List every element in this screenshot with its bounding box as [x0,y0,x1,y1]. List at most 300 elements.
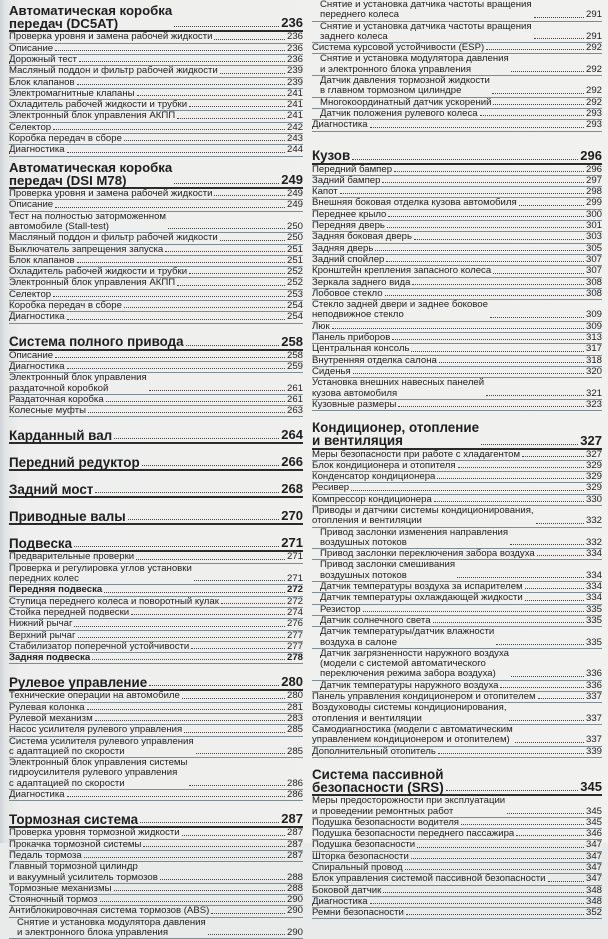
entry-text: Блок клапанов [9,76,75,88]
leader-dots [74,546,279,547]
entry-text: Масляный поддон и фильтр рабочей жидкости [9,65,218,77]
entry-text-line: Электронный блок управления [9,372,147,384]
entry-page-number: 318 [585,354,602,366]
section-heading [9,161,303,189]
leader-dots [189,106,285,107]
leader-dots [516,835,584,836]
entry-text: Передняя подвеска [9,584,103,596]
leader-dots [405,869,584,870]
leader-dots [370,127,584,128]
entry-text: Задняя дверь [312,242,374,254]
entry-text-line: Датчик давления тормозной жидкости [320,75,490,87]
leader-dots [55,207,285,208]
section-heading [9,535,303,552]
toc-entry [312,796,602,818]
entry-page-number: 272 [286,584,303,596]
leader-dots [548,881,584,882]
section-heading [9,4,303,32]
toc-entry [312,120,602,131]
entry-text-line: автомобиле (Stall-test) [9,220,109,232]
entry-text: Подушка безопасности переднего пассажира [312,828,515,840]
entry-text: Ремни безопасности [312,907,404,919]
entry-page-number: 283 [286,712,303,724]
entry-text: Раздаточная коробка [9,393,104,405]
entry-page-number: 239 [286,76,303,88]
entry-page-number: 241 [286,87,303,99]
entry-text: Задний спойлер [312,253,385,265]
leader-dots [77,262,285,263]
entry-page-number: 291 [585,30,602,42]
entry-text: Педаль тормоза [9,849,82,861]
leader-dots [186,345,280,346]
leader-dots [104,592,285,593]
entry-page-number: 336 [585,679,602,691]
entry-text: Спиральный провод [312,862,403,873]
entry-text: Рулевой механизм [9,712,93,724]
entry-page-number: 327 [585,448,602,460]
entry-text: Подушка безопасности [312,839,416,851]
entry-text-line: Самодиагностика (модели с автоматическим [312,723,513,735]
toc-subsection-heading [9,585,303,596]
leader-dots [221,603,285,604]
section-heading [312,421,602,449]
entry-text: Датчик температуры охлаждающей жидкости [320,592,523,604]
entry-page-number: 278 [286,652,303,664]
leader-dots [67,796,285,797]
entry-text: Электромагнитные клапаны [9,87,135,99]
leader-dots [136,559,285,560]
leader-dots [142,465,280,466]
entry-page-number: 244 [286,144,303,156]
entry-text: Привод заслонки переключения забора воздуха [320,548,535,560]
entry-page-number: 307 [585,253,602,265]
entry-page-number: 254 [286,311,303,323]
section-heading [9,508,303,525]
entry-text-line: отопления и вентиляции [312,515,422,527]
entry-text: Прокачка тормозной системы [9,838,142,850]
leader-dots [74,626,285,627]
entry-text-line: гидроусилителя рулевого управления [9,767,178,779]
entry-text: Колесные муфты [9,405,87,417]
entry-page-number: 308 [585,287,602,299]
leader-dots [496,644,584,645]
entry-text: Диагностика [312,119,368,131]
entry-text-line: отопления и вентиляции [312,712,422,724]
leader-dots [214,39,285,40]
section-title-block [9,429,112,442]
entry-text: Рулевая колонка [9,701,85,713]
entry-page-number: 293 [585,119,602,131]
section-title-block [9,676,147,689]
toc-subentry [312,22,602,44]
entry-text-line: воздушных потоков [320,569,407,581]
section-title-line: Тормозная система [9,812,139,828]
entry-page-number: 300 [585,208,602,220]
entry-text-line: и электронного блока управления [17,927,169,939]
leader-dots [511,676,584,677]
section-page-number: 327 [580,432,602,448]
entry-page-number: 290 [286,905,303,917]
section-title-block [312,768,444,794]
leader-dots [53,129,285,130]
leader-dots [351,490,584,491]
section-title-line: Система пассивной [312,766,444,782]
leader-dots [95,492,279,493]
toc-entry [9,725,303,736]
entry-page-number: 337 [585,712,602,724]
leader-dots [149,390,285,391]
entry-text: Датчик температуры наружного воздуха [320,679,499,691]
entry-page-number: 250 [286,220,303,232]
section-page-number: 236 [281,15,303,31]
entry-page-number: 335 [585,603,602,615]
toc-entry [9,66,303,77]
section-title-block [9,456,140,469]
entry-text: Описание [9,199,54,211]
entry-page-number: 332 [585,536,602,548]
entry-text-line: Приводы и датчики системы кондиционирования, [312,504,534,516]
entry-page-number: 243 [286,133,303,145]
leader-dots [143,846,285,847]
entry-page-number: 305 [585,242,602,254]
leader-dots [196,753,285,754]
entry-text: Электронный блок управления АКПП [9,277,176,289]
section-heading [312,768,602,796]
entry-page-number: 313 [585,332,602,344]
toc-entry [9,758,303,790]
leader-dots [534,17,584,18]
entry-text-block [9,758,187,789]
entry-page-number: 296 [585,163,602,175]
entry-text-line: Снятие и установка датчика частоты вращения [320,20,532,32]
entry-page-number: 254 [286,300,303,312]
leader-dots [370,903,584,904]
entry-text-line: и проведении ремонтных работ [312,805,454,817]
entry-text-line: переднего колеса [320,9,400,21]
leader-dots [184,732,285,733]
leader-dots [537,555,584,556]
entry-text: Панель управления кондиционером и отопителем [312,691,536,703]
entry-page-number: 271 [286,573,303,585]
leader-dots [114,890,285,891]
entry-text: Проверка уровня и замена рабочей жидкости [9,31,213,43]
section-title-block [9,813,138,826]
leader-dots [149,685,279,686]
entry-text: Проверка уровня тормозной жидкости [9,827,180,839]
entry-page-number: 290 [286,927,303,939]
leader-dots [386,261,584,262]
entry-text-block [312,703,507,724]
entry-text: Стабилизатор поперечной устойчивости [9,640,190,652]
entry-text: Блок управления системой пассивной безопасности [312,873,546,885]
entry-text-line: воздушных потоков [320,536,407,548]
section-title-line: передач (DC5AT) [9,16,119,32]
entry-page-number: 309 [585,309,602,321]
entry-text-block [320,627,494,648]
entry-page-number: 337 [585,734,602,746]
section-title-line: Автоматическая коробка [9,3,173,18]
section-page-number: 345 [580,779,602,795]
leader-dots [446,790,579,791]
entry-text-block [312,725,513,746]
entry-page-number: 250 [286,232,303,244]
leader-dots [84,857,285,858]
section-title-line: Подвеска [9,536,73,552]
leader-dots [95,720,285,721]
entry-page-number: 297 [585,174,602,186]
leader-dots [382,182,584,183]
entry-text: Описание [9,349,54,361]
entry-page-number: 329 [585,459,602,471]
leader-dots [182,698,285,699]
section-page-number: 249 [281,172,303,188]
entry-text-line: Стекло задней двери и заднее боковое [312,299,488,311]
leader-dots [417,847,584,848]
section-title-block [9,335,184,348]
entry-text: Верхний рычаг [9,629,76,641]
leader-dots [168,228,285,229]
leader-dots [480,115,584,116]
toc-entry [312,300,602,322]
leader-dots [165,251,285,252]
leader-dots [522,456,584,457]
entry-text-block [9,737,194,758]
entry-page-number: 329 [585,482,602,494]
leader-dots [55,50,285,51]
toc-entry [312,874,602,885]
entry-page-number: 281 [286,701,303,713]
entry-page-number: 335 [585,614,602,626]
entry-text: Капот [312,186,338,198]
entry-text-line: Привод заслонки изменения направления [320,526,509,538]
leader-dots [412,284,584,285]
section-title-line: передач (DSI M78) [9,172,127,188]
entry-page-number: 241 [286,99,303,111]
entry-page-number: 308 [585,276,602,288]
entry-page-number: 286 [286,777,303,789]
entry-page-number: 242 [286,121,303,133]
leader-dots [457,577,584,578]
entry-text: Датчик солнечного света [320,614,431,626]
leader-dots [375,250,584,251]
toc-subentry [312,54,602,76]
section-title-block [9,510,126,523]
leader-dots [160,879,285,880]
leader-dots [509,720,584,721]
entry-text: Выключатель запрещения запуска [9,243,164,255]
entry-text-line: Главный тормозной цилиндр [9,861,138,873]
section-title-block [312,421,479,447]
leader-dots [534,38,584,39]
leader-dots [486,49,584,50]
toc-subentry [312,76,602,98]
entry-text-line: и вакуумный усилитель тормозов [9,871,158,883]
entry-page-number: 292 [585,63,602,75]
entry-text: Зеркала заднего вида [312,276,411,288]
leader-dots [525,600,584,601]
leader-dots [383,892,584,893]
entry-text-line: Проверка и регулировка углов установки [9,562,192,574]
entry-page-number: 307 [585,265,602,277]
entry-text: Люк [312,320,330,332]
toc-entry [312,356,602,367]
entry-page-number: 334 [585,569,602,581]
entry-text-block [320,0,532,21]
entry-text-line: Снятие и установка модулятора давления [17,916,206,928]
entry-text: Предварительные проверки [9,551,135,563]
leader-dots [131,614,285,615]
leader-dots [53,296,285,297]
entry-page-number: 251 [286,243,303,255]
leader-dots [411,858,584,859]
entry-text: Сиденья [312,365,351,377]
leader-dots [352,159,578,160]
entry-text: Центральная консоль [312,343,410,355]
entry-page-number: 339 [585,745,602,757]
toc-entry [9,312,303,323]
entry-page-number: 263 [286,405,303,417]
entry-page-number: 352 [585,907,602,919]
leader-dots [515,742,584,743]
entry-text: Датчик температуры воздуха за испарителем [320,581,523,593]
entry-page-number: 303 [585,231,602,243]
section-page-number: 296 [580,147,602,163]
toc-entry [312,400,602,411]
section-title-line: Рулевое управление [9,675,148,691]
toc-entry [9,619,303,630]
toc-entry [312,908,602,919]
entry-text-line: Электронный блок управления системы [9,757,188,769]
leader-dots [67,319,285,320]
section-title-block [9,483,93,496]
leader-dots [434,501,584,502]
entry-text-block [312,796,505,817]
entry-page-number: 261 [286,382,303,394]
entry-text: Задний бампер [312,174,381,186]
entry-page-number: 299 [585,197,602,209]
leader-dots [493,104,584,105]
entry-page-number: 249 [286,188,303,200]
toc-entry [312,344,602,355]
leader-dots [481,444,578,445]
toc-entry [9,145,303,156]
entry-text-line: Датчик загрязненности наружного воздуха [320,647,510,659]
entry-text: Лобовое стекло [312,287,383,299]
toc-entry [312,703,602,725]
section-title-block [9,161,172,187]
entry-page-number: 332 [585,515,602,527]
spacer [312,132,602,138]
entry-text: Компрессор кондиционера [312,493,432,505]
section-title-block [312,149,350,162]
leader-dots [140,822,279,823]
leader-dots [87,709,285,710]
entry-page-number: 251 [286,254,303,266]
toc-right-column [312,0,602,919]
leader-dots [492,93,584,94]
entry-text-line: Меры предосторожности при эксплуатации [312,795,506,807]
leader-dots [510,544,584,545]
entry-text: Задняя подвеска [9,652,91,664]
entry-text-block [9,373,147,394]
entry-page-number: 345 [585,816,602,828]
toc-entry [9,373,303,395]
leader-dots [519,205,584,206]
entry-page-number: 292 [585,85,602,97]
toc-entry [9,406,303,417]
entry-text-line: переключения режима забора воздуха) [320,668,496,680]
toc-entry [312,266,602,277]
entry-text: Диагностика [9,144,65,156]
entry-text: Внешняя боковая отделка кузова автомобиля [312,197,517,209]
entry-text-block [9,564,192,585]
entry-text: Многокоординатный датчик ускорений [320,96,492,108]
leader-dots [363,611,584,612]
entry-text: Диагностика [312,895,368,907]
entry-text: Охладитель рабочей жидкости и трубки [9,99,188,111]
entry-page-number: 286 [286,789,303,801]
toc-subentry [9,918,303,939]
leader-dots [88,412,285,413]
entry-page-number: 277 [286,640,303,652]
leader-dots [392,339,584,340]
leader-dots [461,824,584,825]
entry-text-line: раздаточной коробкой [9,382,109,394]
leader-dots [78,637,285,638]
entry-page-number: 347 [585,850,602,862]
entry-text: Ресивер [312,482,350,494]
entry-text: Переднее крыло [312,208,387,220]
leader-dots [332,328,584,329]
leader-dots [211,913,285,914]
leader-dots [414,239,584,240]
entry-text: Передняя дверь [312,220,385,232]
toc-subsection-heading [9,653,303,664]
section-title-line: Задний мост [9,482,94,498]
toc-entry [9,200,303,211]
entry-text: Селектор [9,121,52,133]
entry-page-number: 291 [585,9,602,21]
leader-dots [220,73,285,74]
toc-subentry [312,593,602,604]
section-page-number: 266 [281,454,303,470]
leader-dots [493,273,584,274]
entry-text-block [17,918,206,939]
leader-dots [525,588,584,589]
entry-page-number: 236 [286,42,303,54]
entry-text-line: (модели с системой автоматического [320,658,486,670]
entry-page-number: 271 [286,551,303,563]
entry-page-number: 287 [286,838,303,850]
entry-page-number: 285 [286,724,303,736]
leader-dots [507,813,584,814]
leader-dots [177,285,285,286]
leader-dots [100,901,285,902]
toc-entry [9,111,303,122]
entry-text: Меры безопасности при работе с хладагентом [312,448,521,460]
entry-text-block [312,378,484,399]
toc-entry [9,278,303,289]
entry-text: Проверка уровня и замена рабочей жидкости [9,188,213,200]
leader-dots [137,95,285,96]
leader-dots [406,914,584,915]
entry-page-number: 258 [286,349,303,361]
section-heading [9,454,303,471]
entry-text: Кузовные размеры [312,398,397,410]
toc-entry [312,725,602,747]
entry-text-line: с адаптацией по скорости [9,777,125,789]
leader-dots [106,401,285,402]
